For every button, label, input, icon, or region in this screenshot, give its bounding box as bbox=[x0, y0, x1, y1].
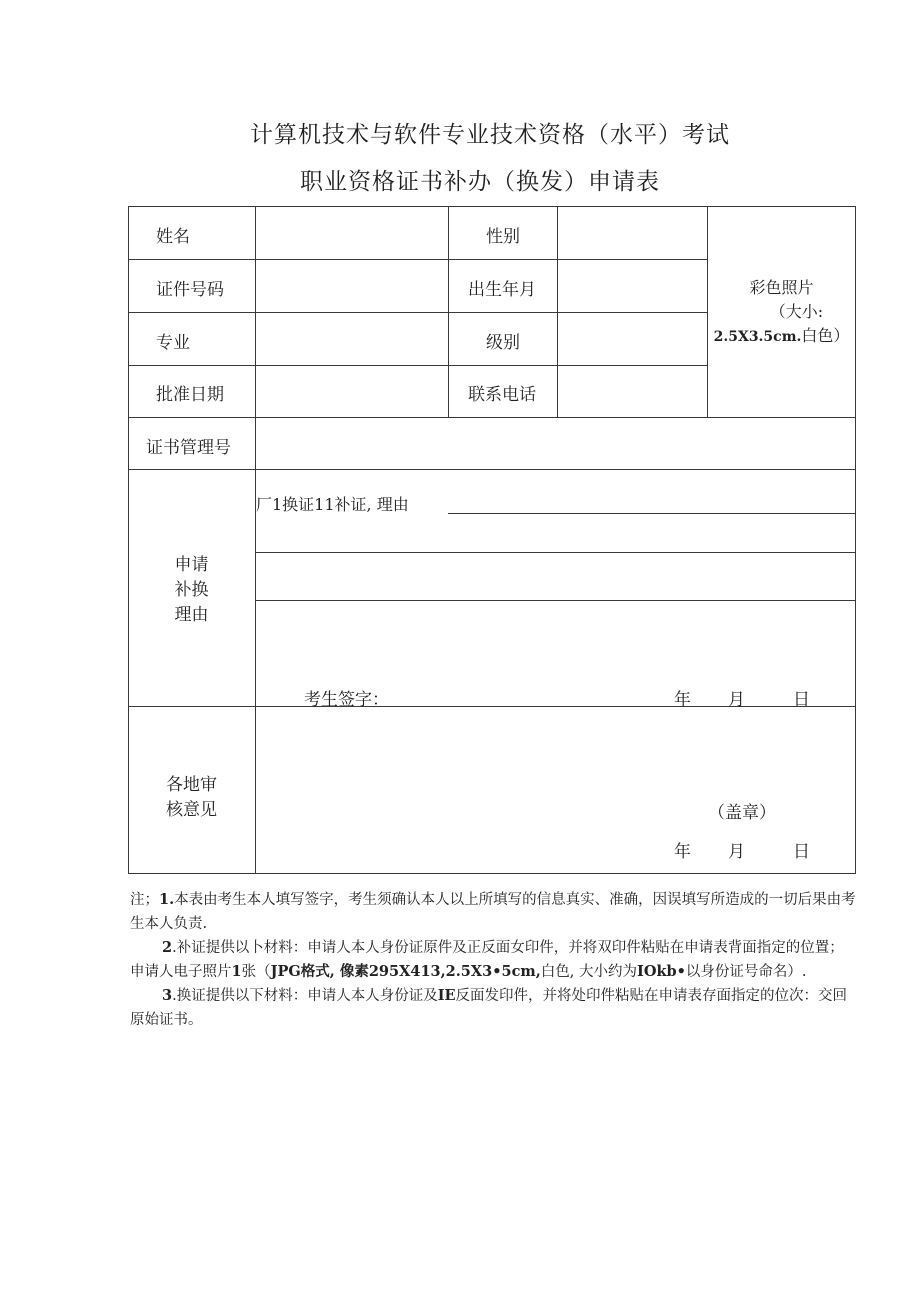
note-2 bbox=[130, 936, 856, 984]
review-label-line2: 核意见 bbox=[166, 800, 217, 820]
major-field[interactable] bbox=[256, 313, 447, 365]
photo-size-label: （大小: bbox=[769, 302, 824, 321]
note-2-text-d: 以身份证号命名）. bbox=[685, 964, 807, 980]
birth-date-label: 出生年月 bbox=[468, 280, 536, 300]
level-label: 级别 bbox=[486, 333, 520, 353]
form-title-line1: 计算机技术与软件专业技术资格（水平）考试 bbox=[250, 122, 730, 148]
note-3-text-b: 反面发印件，并将处印件粘贴在申请表存面指定的位次：交回原始证书。 bbox=[130, 988, 848, 1028]
name-field[interactable] bbox=[256, 207, 447, 259]
photo-spec bbox=[708, 324, 855, 349]
note-2-text-b: 张（ bbox=[241, 964, 271, 980]
birth-date-field[interactable] bbox=[558, 260, 706, 312]
reason-underline bbox=[448, 513, 856, 514]
note-2-count: 1 bbox=[231, 963, 242, 980]
note-1-number: 1. bbox=[159, 891, 175, 908]
note-2-text-a: .补证提供以卜材料：申请人本人身份证原件及正反面女印件，并将双印件粘贴在申请表背面指定的位置；申请人电子照片 bbox=[130, 940, 844, 980]
note-prefix: 注； bbox=[130, 892, 159, 908]
id-number-field[interactable] bbox=[256, 260, 447, 312]
photo-color: 白色） bbox=[801, 326, 850, 345]
reason-label-line2: 补换 bbox=[174, 580, 209, 600]
note-3-bold: IE bbox=[437, 987, 456, 1004]
note-3-number: 3 bbox=[162, 987, 173, 1004]
reason-option-checkbox[interactable]: 厂1换证11补证, 理由 bbox=[256, 495, 409, 514]
note-2-size: IOkb• bbox=[637, 963, 686, 980]
table-border-top bbox=[128, 206, 856, 207]
reason-line bbox=[255, 552, 856, 553]
application-form-table bbox=[128, 206, 856, 874]
review-opinion-field[interactable] bbox=[256, 707, 855, 873]
note-1 bbox=[130, 888, 856, 936]
major-label: 专业 bbox=[156, 333, 190, 353]
name-label: 姓名 bbox=[156, 227, 190, 247]
notes-section bbox=[130, 888, 856, 1032]
photo-area[interactable] bbox=[708, 276, 855, 349]
photo-label: 彩色照片 bbox=[749, 278, 814, 297]
form-title-line2: 职业资格证书补办（换发）申请表 bbox=[300, 169, 660, 195]
review-label bbox=[128, 773, 255, 823]
sign-year-label: 年 bbox=[674, 690, 691, 710]
column-divider bbox=[448, 206, 449, 417]
sign-month-label: 月 bbox=[728, 690, 745, 710]
cert-number-field[interactable] bbox=[256, 418, 855, 469]
note-2-number: 2 bbox=[162, 939, 173, 956]
reason-label bbox=[128, 553, 255, 628]
seal-label: （盖章） bbox=[708, 803, 776, 823]
level-field[interactable] bbox=[558, 313, 706, 365]
note-3-text-a: .换证提供以下材料：申请人本人身份证及 bbox=[172, 988, 438, 1004]
reason-label-line3: 理由 bbox=[174, 605, 209, 625]
table-border-right bbox=[855, 206, 856, 874]
sign-day-label: 日 bbox=[793, 690, 810, 710]
gender-label: 性别 bbox=[486, 227, 520, 247]
approval-date-label: 批准日期 bbox=[156, 385, 224, 405]
review-year-label: 年 bbox=[674, 842, 691, 862]
gender-field[interactable] bbox=[558, 207, 706, 259]
cert-number-label: 证书管理号 bbox=[146, 438, 231, 458]
reason-label-line1: 申请 bbox=[174, 555, 209, 575]
note-2-format: JPG格式, 像素295X413,2.5X3•5cm, bbox=[270, 963, 541, 980]
note-2-text-c: 白色, 大小约为 bbox=[540, 964, 638, 980]
phone-label: 联系电话 bbox=[468, 385, 536, 405]
signature-label: 考生签字： bbox=[304, 690, 389, 710]
photo-size-value: 2.5X3.5cm. bbox=[713, 329, 802, 345]
review-day-label: 日 bbox=[793, 842, 810, 862]
row-divider bbox=[128, 469, 856, 470]
table-border-bottom bbox=[128, 873, 856, 874]
review-label-line1: 各地审 bbox=[166, 775, 217, 795]
reason-line bbox=[255, 600, 856, 601]
id-number-label: 证件号码 bbox=[156, 280, 224, 300]
phone-field[interactable] bbox=[558, 366, 706, 417]
review-month-label: 月 bbox=[728, 842, 745, 862]
approval-date-field[interactable] bbox=[256, 366, 447, 417]
note-3 bbox=[130, 984, 856, 1032]
note-1-text: 本表由考生本人填写签字，考生须确认本人以上所填写的信息真实、准确，因误填写所造成的一切后果由考生本人负责. bbox=[130, 892, 856, 932]
